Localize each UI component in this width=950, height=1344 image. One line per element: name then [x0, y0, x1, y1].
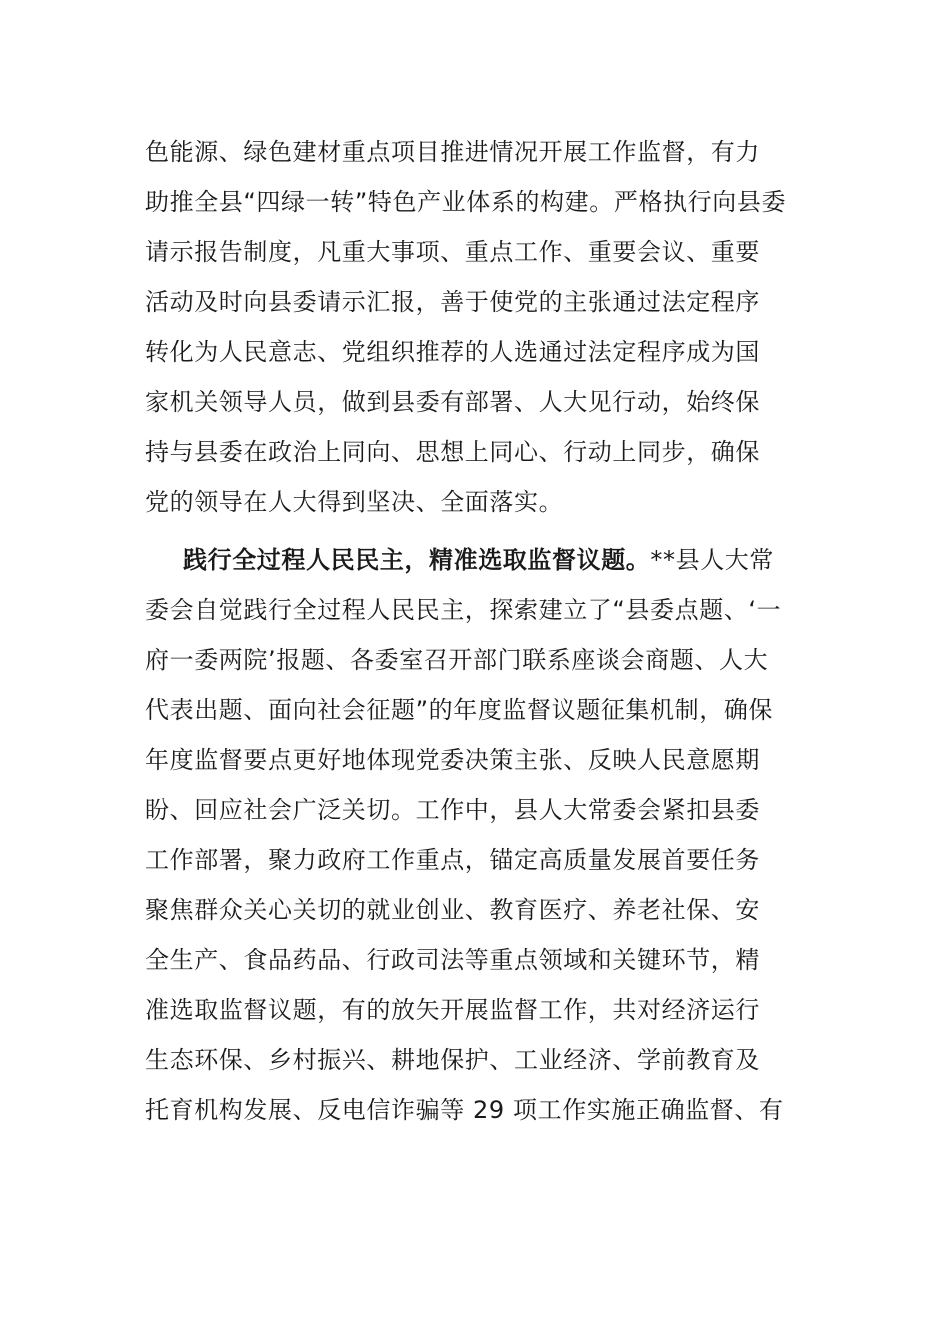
paragraph-line: 托育机构发展、反电信诈骗等 29 项工作实施正确监督、有: [145, 1096, 784, 1124]
paragraph-line: 府一委两院’报题、各委室召开部门联系座谈会商题、人大: [145, 646, 769, 674]
paragraph-line: 活动及时向县委请示汇报，善于使党的主张通过法定程序: [145, 288, 760, 316]
paragraph-line: 助推全县“四绿一转”特色产业体系的构建。严格执行向县委: [145, 188, 787, 216]
paragraph-line: 盼、回应社会广泛关切。工作中，县人大常委会紧扣县委: [145, 796, 760, 824]
paragraph-line: 委会自觉践行全过程人民民主，探索建立了“县委点题、‘一: [145, 596, 782, 624]
paragraph-line: 请示报告制度，凡重大事项、重点工作、重要会议、重要: [145, 238, 760, 266]
paragraph-line: 色能源、绿色建材重点项目推进情况开展工作监督，有力: [145, 138, 760, 166]
paragraph-line: 持与县委在政治上同向、思想上同心、行动上同步，确保: [145, 438, 760, 466]
paragraph-line: 年度监督要点更好地体现党委决策主张、反映人民意愿期: [145, 746, 760, 774]
paragraph-line: 转化为人民意志、党组织推荐的人选通过法定程序成为国: [145, 338, 760, 366]
paragraph-line: 代表出题、面向社会征题”的年度监督议题征集机制，确保: [145, 696, 774, 724]
paragraph-first-line: [183, 544, 815, 576]
paragraph-line: 聚焦群众关心关切的就业创业、教育医疗、养老社保、安: [145, 896, 760, 924]
paragraph-line: 生态环保、乡村振兴、耕地保护、工业经济、学前教育及: [145, 1046, 760, 1074]
paragraph-line: 全生产、食品药品、行政司法等重点领域和关键环节，精: [145, 946, 760, 974]
paragraph-line: 家机关领导人员，做到县委有部署、人大见行动，始终保: [145, 388, 760, 416]
paragraph-text: **县人大常: [650, 546, 775, 574]
paragraph-heading: 践行全过程人民民主，精准选取监督议题。: [183, 546, 651, 574]
paragraph-line: 准选取监督议题，有的放矢开展监督工作，共对经济运行: [145, 996, 760, 1024]
paragraph-line: 党的领导在人大得到坚决、全面落实。: [145, 488, 564, 516]
paragraph-line: 工作部署，聚力政府工作重点，锚定高质量发展首要任务: [145, 846, 760, 874]
